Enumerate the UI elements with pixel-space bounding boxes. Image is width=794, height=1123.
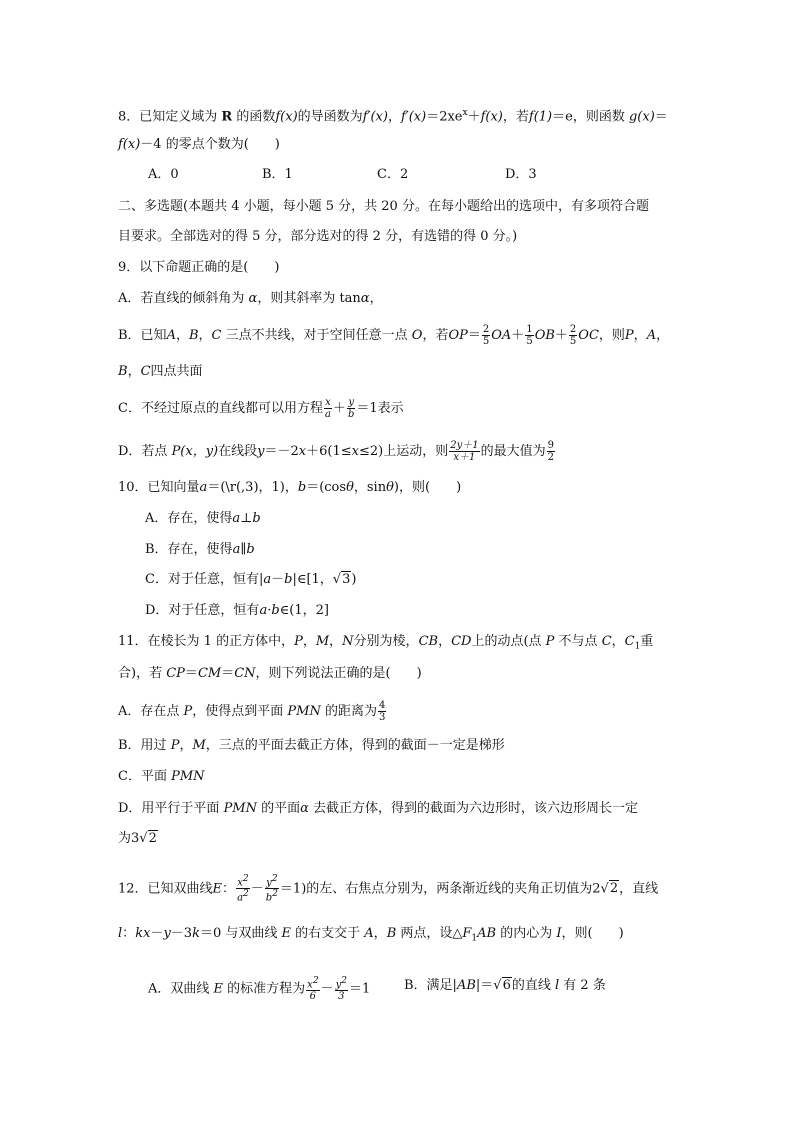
- section2-line2: 目要求。全部选对的得 5 分，部分选对的得 2 分，有选错的得 0 分。): [118, 229, 518, 244]
- q11-option-a[interactable]: A．存在点 P，使得点到平面 PMN 的距离为 $\frac{4}{3}$: [118, 700, 386, 723]
- q10-option-b[interactable]: B．存在，使得a∥b: [145, 542, 255, 557]
- fraction: $\frac{x2}{6}$: [307, 976, 319, 1003]
- fraction: $\frac{2y+1}{x+1}$: [450, 440, 479, 463]
- q11-option-c[interactable]: C．平面 PMN: [118, 769, 205, 784]
- q10-option-d[interactable]: D．对于任意，恒有a·b∈(1，2]: [145, 603, 329, 618]
- q12-line1: 12．已知双曲线E： $\frac{x2}{a2}$ － $\frac{y2}{b2}$ ＝1)的左、右焦点分别为，两条渐近线的夹角正切值为2√2，直线: [118, 874, 659, 904]
- q12-line2: l：kx－y－3k＝0 与双曲线 E 的右支交于 A，B 两点，设$\triangle F_1AB$ 的内心为 I，则( ): [118, 926, 624, 944]
- q8-line2: f(x)－4 的零点个数为( ): [118, 137, 280, 152]
- q8-option-a[interactable]: A．0: [148, 167, 179, 182]
- section2-line1: 二、多选题(本题共 4 小题，每小题 5 分，共 20 分。在每小题给出的选项中，有多项符合题: [118, 199, 649, 214]
- fraction: $\frac{4}{3}$: [379, 700, 386, 723]
- fraction: $\frac{2}{5}$: [569, 324, 577, 347]
- fraction: $\frac{2}{5}$: [482, 324, 490, 347]
- q10-stem: 10．已知向量a＝(\r(,3)，1)，b＝(cosθ，sinθ)，则( ): [118, 480, 462, 495]
- fraction: $\frac{9}{2}$: [547, 440, 555, 463]
- fraction: $\frac{y}{b}$: [347, 397, 355, 420]
- fraction: $\frac{x}{a}$: [324, 397, 331, 420]
- q11-option-d[interactable]: D．用平行于平面 PMN 的平面α 去截正方体，得到的截面为六边形时，该六边形周长一定: [118, 801, 639, 816]
- q8-option-b[interactable]: B．1: [262, 167, 293, 182]
- q9-option-c[interactable]: C．不经过原点的直线都可以用方程 $\frac{x}{a}$ ＋ $\frac{y}{b}$ ＝1表示: [118, 397, 404, 420]
- q9-option-b[interactable]: B．已知A，B，C 三点不共线，对于空间任意一点 O，若OP＝ $\frac{2}{5}$ OA＋ $\frac{1}{5}$ OB＋ $\frac{2}{5}$ OC，则P，A，: [118, 324, 670, 347]
- q11-line1: 11．在棱长为 1 的正方体中，P，M，N分别为棱，CB，CD上的动点(点 P 不与点 C，$C_1$重: [118, 634, 654, 652]
- q8-line1: 8．已知定义域为 R 的函数f(x)的导函数为f′(x)，$f'(x)=2xe^x+f(x)$，若f(1)＝e，则函数 g(x)＝: [118, 108, 668, 125]
- q11-option-b[interactable]: B．用过 P，M，三点的平面去截正方体，得到的截面－一定是梯形: [118, 738, 505, 753]
- q9-option-a[interactable]: A．若直线的倾斜角为 α，则其斜率为 tanα，: [118, 291, 383, 306]
- fraction: $\frac{y2}{3}$: [335, 976, 347, 1003]
- q12-option-b[interactable]: B．满足|AB|＝√6的直线 l 有 2 条: [404, 978, 606, 993]
- q10-option-a[interactable]: A．存在，使得a⊥b: [145, 511, 261, 526]
- q12-option-a[interactable]: A．双曲线 E 的标准方程为 $\frac{x2}{6}$ － $\frac{y2}{3}$ ＝1: [148, 976, 371, 1003]
- fraction: $\frac{x2}{a2}$: [237, 874, 249, 904]
- q11-option-d-cont: 为3√2: [118, 831, 157, 846]
- q8-option-c[interactable]: C．2: [377, 167, 409, 182]
- fraction: $\frac{1}{5}$: [526, 324, 533, 347]
- q11-line2: 合)，若 CP＝CM＝CN，则下列说法正确的是( ): [118, 666, 422, 681]
- q9-stem: 9．以下命题正确的是( ): [118, 260, 280, 275]
- q9-option-d[interactable]: D．若点 P(x，y)在线段y＝－2x＋6(1≤x≤2)上运动，则 $\frac{2y+1}{x+1}$ 的最大值为 $\frac{9}{2}$: [118, 440, 555, 463]
- q10-option-c[interactable]: C．对于任意，恒有|a－b|∈[1，√3): [145, 572, 357, 587]
- fraction: $\frac{y2}{b2}$: [265, 874, 278, 904]
- q8-option-d[interactable]: D．3: [505, 167, 537, 182]
- q9-option-b-cont: B，C四点共面: [118, 364, 203, 379]
